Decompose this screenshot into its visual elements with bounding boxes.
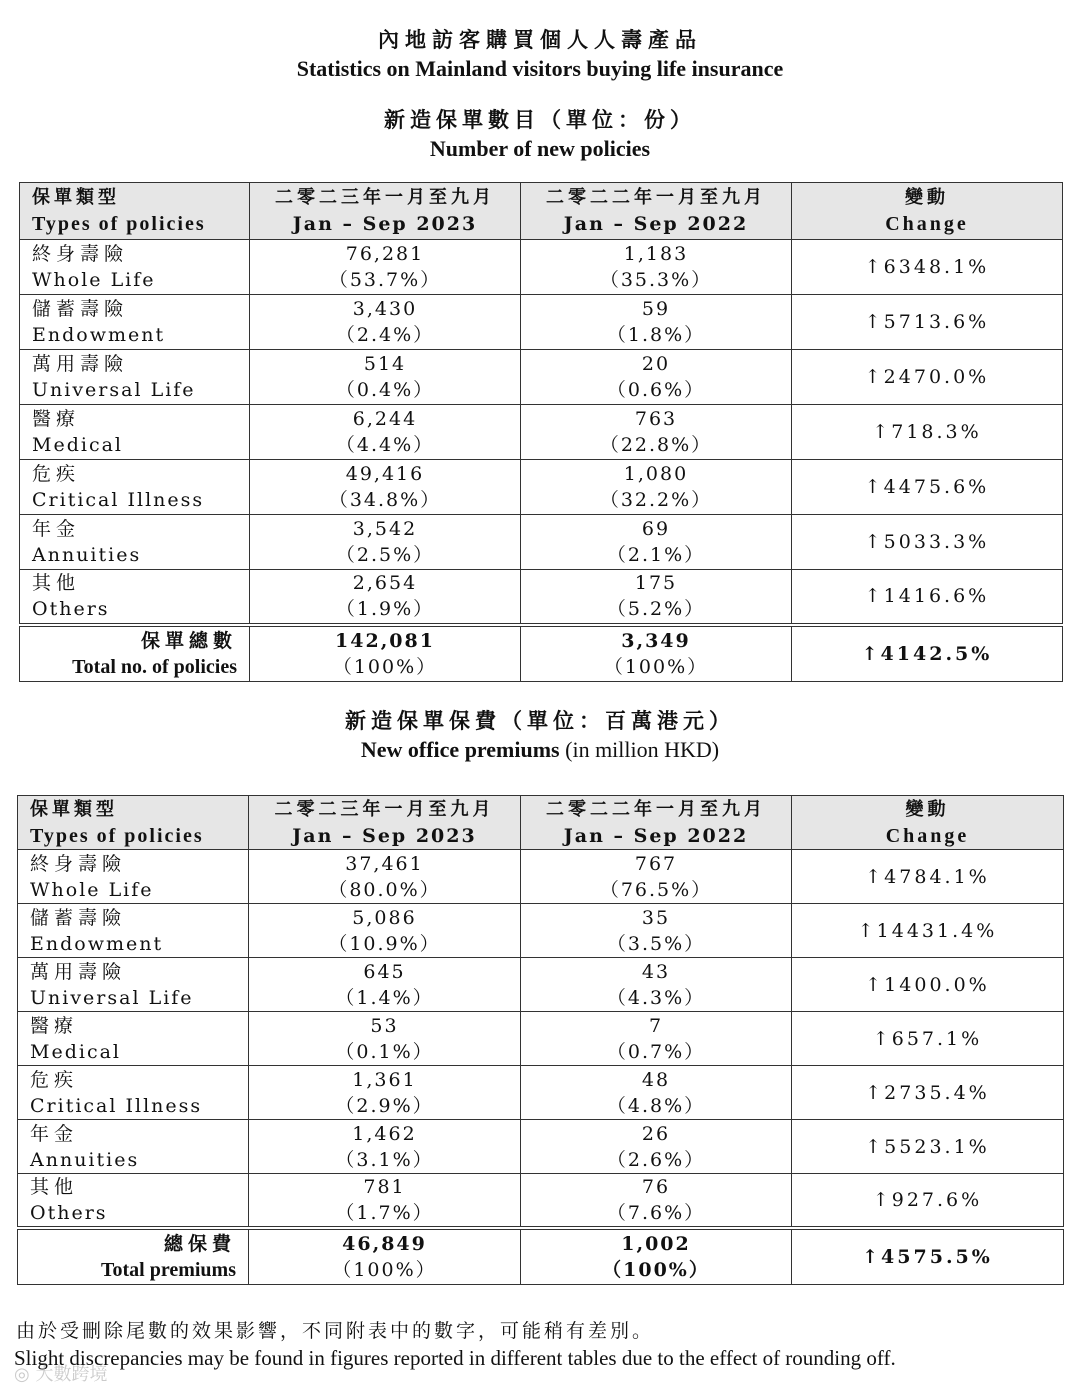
row-type-zh: 終身壽險 [30,852,127,875]
row-value-2023 [250,240,521,295]
share-2022: （2.1%） [606,544,706,566]
premiums-header-row [18,796,1064,850]
row-type [20,350,250,405]
row-type-zh: 年金 [32,518,81,540]
row-change: ↑657.1% [792,1012,1064,1066]
header-2023-en: Jan – Sep 2023 [292,213,478,235]
row-value-2022 [521,850,792,904]
table-row [20,240,1063,295]
value-2022: 20 [641,353,671,375]
row-type [20,240,250,295]
share-2022: （0.7%） [606,1040,706,1063]
row-value-2023 [249,1174,521,1229]
watermark-text: 大數跨境 [35,1364,108,1385]
premiums-header-type [18,796,249,850]
value-2022: 763 [634,408,678,430]
table-row [18,958,1064,1012]
row-value-2022 [521,405,792,460]
share-2022: （76.5%） [599,878,713,901]
premiums-table [17,795,1064,1285]
row-type-zh: 危疾 [32,463,81,485]
share-2023: （1.4%） [335,986,434,1009]
premiums-total-row [18,1228,1064,1284]
row-change: ↑927.6% [792,1174,1064,1229]
value-2023: 5,086 [352,906,417,929]
share-2023: （0.4%） [335,379,435,401]
share-2023: （80.0%） [328,878,441,901]
total-label-en: Total premiums [100,1258,236,1281]
share-2023: （1.9%） [335,598,435,621]
row-value-2022 [521,570,792,625]
total-value-2022 [521,625,792,682]
share-2023: （2.4%） [335,324,435,346]
row-type-en: Endowment [32,324,166,346]
row-value-2022 [521,460,792,515]
row-type [18,1012,249,1066]
total-change: ↑4142.5% [792,625,1063,682]
share-2022: （7.6%） [606,1202,706,1224]
share-2023: （10.9%） [328,932,441,955]
footnote-zh: 由於受刪除尾數的效果影響，不同附表中的數字，可能稍有差別。 [16,1320,655,1342]
row-type-en: Medical [32,434,123,456]
share-2023: （2.5%） [335,544,435,566]
row-type-en: Medical [30,1040,121,1063]
row-type-en: Universal Life [32,379,196,401]
row-change: ↑1416.6% [792,570,1063,625]
row-value-2022 [521,295,792,350]
row-value-2023 [250,570,521,625]
value-2022: 175 [634,572,678,595]
value-2022: 76 [641,1176,671,1198]
row-type [18,1174,249,1229]
row-type [20,295,250,350]
row-type [20,570,250,625]
share-2022: （4.8%） [606,1094,706,1117]
value-2023: 37,461 [345,852,424,875]
total-share-2022: （100%） [603,655,709,678]
row-type-zh: 萬用壽險 [32,353,129,375]
policies-title-zh: 新造保單數目（單位：份） [384,107,696,132]
row-value-2023 [249,904,521,958]
watermark-icon: ◎ [14,1364,30,1385]
total-share-2023: （100%） [332,655,438,678]
row-change: ↑718.3% [792,405,1063,460]
total-label-zh: 保單總數 [140,629,237,652]
total-value-2023 [249,1228,521,1284]
table-row [20,405,1063,460]
table-row [20,350,1063,405]
value-2023: 645 [363,960,406,983]
header-change-zh: 變動 [905,798,950,820]
page-title-en: Statistics on Mainland visitors buying life insurance [296,56,784,81]
value-2023: 514 [363,353,407,375]
row-type-zh: 危疾 [30,1068,79,1091]
row-value-2022 [521,240,792,295]
value-2022: 1,080 [623,463,689,485]
footnote-en: Slight discrepancies may be found in figures reported in different tables due to the effect of rounding off. [14,1346,896,1370]
row-type-en: Endowment [30,932,164,955]
policies-table [19,182,1063,682]
row-change: ↑4784.1% [792,850,1064,904]
row-type-zh: 醫療 [30,1014,79,1037]
value-2022: 7 [648,1014,664,1037]
header-2023-en: Jan – Sep 2023 [292,824,477,847]
share-2022: （5.2%） [606,598,706,621]
header-2023-zh: 二零二三年一月至九月 [274,798,495,820]
share-2022: （2.6%） [606,1148,706,1171]
row-change: ↑5713.6% [792,295,1063,350]
value-2022: 35 [641,906,671,929]
header-type-zh: 保單類型 [32,187,120,208]
row-type-en: Annuities [30,1148,140,1171]
share-2022: （1.8%） [606,324,706,346]
row-type [18,904,249,958]
value-2023: 1,462 [352,1122,417,1145]
policies-title-en: Number of new policies [429,136,651,161]
row-value-2022 [521,515,792,570]
row-value-2023 [249,850,521,904]
row-type-en: Whole Life [30,878,154,901]
value-2022: 43 [641,960,671,983]
share-2023: （4.4%） [335,434,435,456]
row-type-en: Critical Illness [32,489,205,511]
page-title-zh: 內地訪客購買個人人壽產品 [378,27,702,52]
value-2022: 26 [641,1122,671,1145]
premiums-header-2022 [521,796,792,850]
row-value-2023 [250,515,521,570]
row-type [20,515,250,570]
header-2022-zh: 二零二二年一月至九月 [546,798,766,820]
premiums-title-en-unit: (in million HKD) [559,737,720,762]
row-type-en: Others [30,1202,108,1224]
value-2022: 59 [641,298,671,320]
value-2023: 2,654 [352,572,418,595]
row-value-2023 [250,350,521,405]
row-type-zh: 儲蓄壽險 [32,298,129,320]
value-2022: 1,183 [623,243,689,265]
row-value-2023 [249,1012,521,1066]
header-type-en: Types of policies [32,213,206,235]
row-change: ↑2470.0% [792,350,1063,405]
header-2022-zh: 二零二二年一月至九月 [546,187,766,208]
row-change: ↑1400.0% [792,958,1064,1012]
premiums-title-zh: 新造保單保費（單位：百萬港元） [345,708,735,733]
row-type [18,850,249,904]
share-2023: （2.9%） [335,1094,434,1117]
policies-header-change [792,183,1063,240]
row-value-2023 [250,405,521,460]
total-value-2023-num: 46,849 [342,1232,427,1255]
row-type-zh: 年金 [30,1122,79,1145]
premiums-header-2023 [249,796,521,850]
policies-total-row [20,625,1063,682]
share-2023: （34.8%） [328,489,442,511]
premiums-title-en-bold: New office premiums [360,737,560,762]
value-2023: 76,281 [345,243,425,265]
row-type-en: Annuities [32,544,142,566]
row-change: ↑14431.4% [792,904,1064,958]
header-2023-zh: 二零二三年一月至九月 [275,187,495,208]
total-share-2022: （100%） [602,1258,710,1281]
header-2022-en: Jan – Sep 2022 [563,824,749,847]
total-value-2023 [250,625,521,682]
share-2023: （3.1%） [335,1148,434,1171]
share-2022: （32.2%） [599,489,713,511]
share-2022: （4.3%） [606,986,706,1009]
watermark-logo [14,1360,107,1386]
row-value-2023 [250,295,521,350]
table-row [20,570,1063,625]
row-change: ↑5033.3% [792,515,1063,570]
header-2022-en: Jan – Sep 2022 [563,213,749,235]
row-change: ↑6348.1% [792,240,1063,295]
row-value-2023 [250,460,521,515]
total-value-2022-num: 3,349 [621,629,691,652]
table-row [18,1066,1064,1120]
row-type-en: Critical Illness [30,1094,203,1117]
row-type [20,405,250,460]
policies-header-row [20,183,1063,240]
row-value-2023 [249,958,521,1012]
row-type [18,1066,249,1120]
value-2023: 3,430 [352,298,418,320]
share-2022: （22.8%） [599,434,713,456]
table-row [20,460,1063,515]
value-2023: 781 [363,1176,406,1198]
share-2023: （53.7%） [328,269,442,291]
total-value-2023-num: 142,081 [335,629,435,652]
row-value-2022 [521,1012,792,1066]
value-2023: 1,361 [352,1068,417,1091]
policies-header-2023 [250,183,521,240]
total-label [20,625,250,682]
row-type-en: Whole Life [32,269,156,291]
total-label-en: Total no. of policies [72,655,237,678]
row-value-2022 [521,1066,792,1120]
row-value-2023 [249,1120,521,1174]
row-type-zh: 醫療 [32,408,81,430]
row-change: ↑2735.4% [792,1066,1064,1120]
row-type [20,460,250,515]
table-row [18,1174,1064,1229]
value-2023: 49,416 [345,463,425,485]
row-value-2022 [521,958,792,1012]
share-2023: （0.1%） [335,1040,434,1063]
policies-header-2022 [521,183,792,240]
share-2022: （3.5%） [606,932,706,955]
share-2022: （0.6%） [606,379,706,401]
table-row [18,1012,1064,1066]
row-type-zh: 其他 [32,572,81,595]
value-2023: 6,244 [352,408,418,430]
row-value-2022 [521,1120,792,1174]
share-2023: （1.7%） [335,1202,434,1224]
row-type-zh: 終身壽險 [32,243,129,265]
header-change-en: Change [885,213,969,235]
total-change: ↑4575.5% [792,1228,1064,1284]
row-value-2022 [521,350,792,405]
row-change: ↑4475.6% [792,460,1063,515]
header-type-zh: 保單類型 [30,798,118,820]
value-2022: 767 [634,852,678,875]
header-change-zh: 變動 [905,187,949,208]
table-row [18,850,1064,904]
premiums-header-change [792,796,1064,850]
value-2022: 69 [641,518,671,540]
total-value-2022 [521,1228,792,1284]
value-2023: 3,542 [352,518,418,540]
row-value-2022 [521,904,792,958]
share-2022: （35.3%） [599,269,713,291]
total-label [18,1228,249,1284]
row-value-2023 [249,1066,521,1120]
table-row [18,1120,1064,1174]
total-value-2022-num: 1,002 [621,1232,691,1255]
row-type-en: Others [32,598,110,621]
row-type-zh: 其他 [30,1176,79,1198]
header-change-en: Change [885,824,970,847]
total-share-2023: （100%） [332,1258,437,1281]
premiums-title-en [0,737,1080,763]
table-row [18,904,1064,958]
header-type-en: Types of policies [30,824,204,847]
row-type-zh: 萬用壽險 [30,960,127,983]
policies-header-type [20,183,250,240]
row-type-en: Universal Life [30,986,194,1009]
table-row [20,515,1063,570]
row-type-zh: 儲蓄壽險 [30,906,127,929]
table-row [20,295,1063,350]
total-label-zh: 總保費 [163,1232,236,1255]
value-2023: 53 [370,1014,399,1037]
row-type [18,1120,249,1174]
row-change: ↑5523.1% [792,1120,1064,1174]
row-value-2022 [521,1174,792,1229]
row-type [18,958,249,1012]
value-2022: 48 [641,1068,671,1091]
